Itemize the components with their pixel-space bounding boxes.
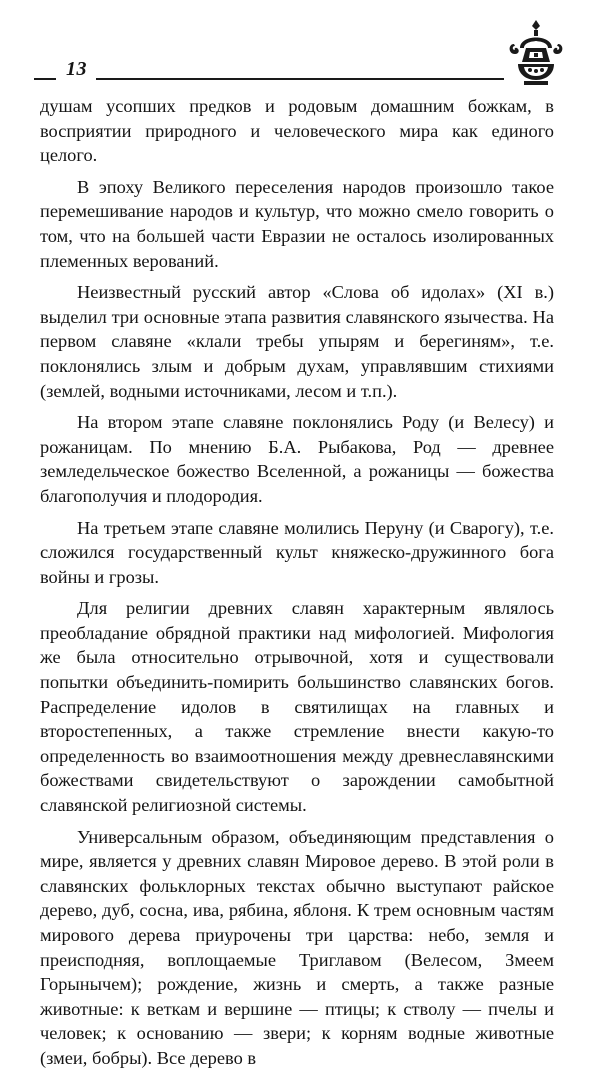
page-body [40, 94, 554, 1078]
paragraph-3: Неизвестный русский автор «Слова об идолах» (XI в.) выделил три основные этапа развития славянского язычества. На первом славяне «клали требы упырям и берегиням», т.е. поклонялись злым и добрым духам, управлявшим стихиями (землей, водными источниками, лесом и т.п.). [40, 282, 554, 401]
page-number: 13 [66, 58, 87, 80]
folk-ornament-icon [506, 18, 566, 86]
paragraph-2: В эпоху Великого переселения народов произошло такое перемешивание народов и культур, что можно смело говорить о том, что на большей части Евразии не осталось изолированных племенных верований. [40, 176, 554, 271]
page-header [0, 0, 600, 95]
paragraph-7: Универсальным образом, объединяющим представления о мире, является у древних славян Мировое дерево. В этой роли в славянских фольклорных текстах обычно выступают райское дерево, дуб, сосна, ива, рябина, яблоня. К трем основным частям мирового дерева приурочены три царства: небо, земля и преисподняя, воплощаемые Триглавом (Велесом, Змеем Горынычем); рождение, жизнь и смерть, а также разные животные: к веткам и вершине — птицы; к стволу — пчелы и человек; к основанию — звери; к корням водные животные (змеи, бобры). Все дерево в [40, 826, 554, 1068]
paragraph-5: На третьем этапе славяне молились Перуну (и Сварогу), т.е. сложился государственный культ княжеско-дружинного бога войны и грозы. [40, 517, 554, 587]
paragraph-4: На втором этапе славяне поклонялись Роду (и Велесу) и рожаницам. По мнению Б.А. Рыбакова, Род — древнее земледельческое божество Вселенной, а рожаницы — божества благополучия и плодородия. [40, 412, 554, 506]
header-rule-left [34, 78, 56, 80]
paragraph-6: Для религии древних славян характерным являлось преобладание обрядной практики над мифологией. Мифология же была относительно отрывочной, хотя и существовали попытки объединить-помирить большинство славянских богов. Распределение идолов в святилищах на главных и второстепенных, а также стремление внести какую-то определенность во взаимоотношения между древнеславянскими божествами свидетельствуют о зарождении самобытной славянской религиозной системы. [40, 598, 554, 816]
paragraph-1: душам усопших предков и родовым домашним божкам, в восприятии природного и человеческого мира как единого целого. [40, 96, 554, 166]
header-rule-right [96, 78, 504, 80]
